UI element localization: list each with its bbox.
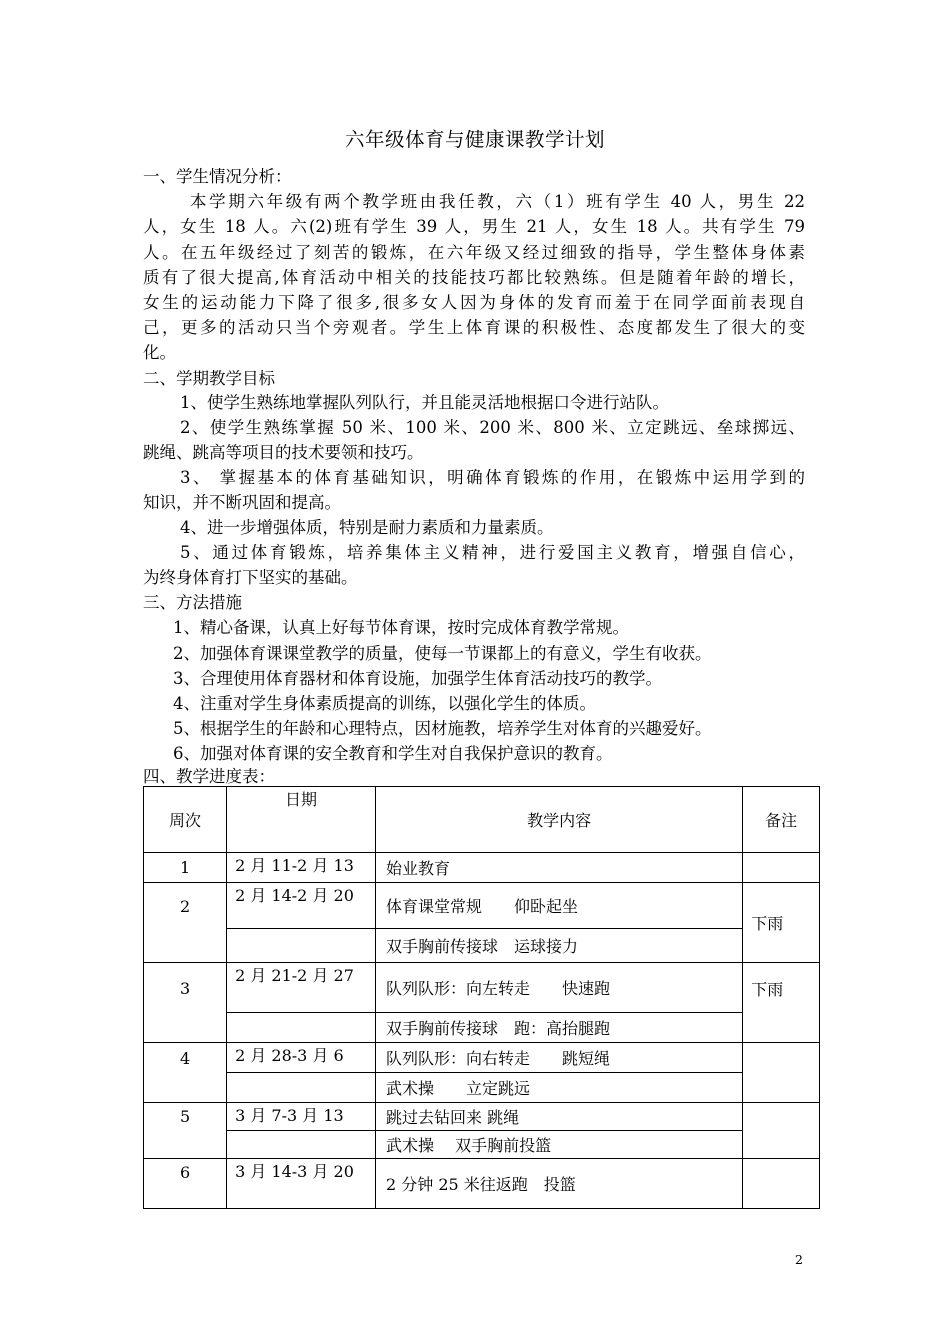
paragraph-line: 质有了很大提高,体育活动中相关的技能技巧都比较熟练。但是随着年龄的增长， (143, 268, 805, 287)
date-cell: 3 月 14-3 月 20 (227, 1159, 376, 1209)
goal-item: 5、通过体育锻炼，培养集体主义精神，进行爱国主义教育，增强自信心， (180, 543, 805, 562)
header-note: 备注 (743, 787, 820, 853)
section-heading-student-analysis: 一、学生情况分析： (143, 167, 292, 186)
date-cell: 2 月 28-3 月 6 (227, 1043, 376, 1073)
content-cell: 队列队形：向右转走 跳短绳 (375, 1043, 742, 1073)
content-cell: 武术操 双手胸前投篮 (375, 1131, 742, 1159)
schedule-table (143, 786, 820, 1209)
paragraph-line: 己，更多的活动只当个旁观者。学生上体育课的积极性、态度都发生了很大的变 (143, 318, 805, 337)
paragraph-line: 人，女生 18 人。六(2)班有学生 39 人，男生 21 人，女生 18 人。共有学生 79 (143, 217, 805, 236)
note-cell (743, 853, 820, 883)
method-item: 5、根据学生的年龄和心理特点，因材施教，培养学生对体育的兴趣爱好。 (173, 719, 712, 738)
week-cell: 2 (144, 883, 227, 963)
table-row (144, 883, 820, 929)
method-item: 1、精心备课，认真上好每节体育课，按时完成体育教学常规。 (173, 618, 629, 637)
table-subrow (144, 1073, 820, 1103)
date-cell: 2 月 14-2 月 20 (227, 883, 376, 929)
section-heading-schedule: 四、教学进度表： (143, 767, 275, 786)
paragraph-line: 化。 (143, 343, 176, 362)
table-subrow (144, 929, 820, 963)
content-cell: 体育课堂常规 仰卧起坐 (375, 883, 742, 929)
date-cell-empty (227, 1131, 376, 1159)
table-subrow (144, 1131, 820, 1159)
method-item: 3、合理使用体育器材和体育设施，加强学生体育活动技巧的教学。 (173, 669, 662, 688)
page-title: 六年级体育与健康课教学计划 (344, 128, 605, 151)
paragraph-line: 本学期六年级有两个教学班由我任教，六（1）班有学生 40 人，男生 22 (190, 192, 805, 211)
table-row (144, 1043, 820, 1073)
content-cell: 2 分钟 25 米往返跑 投篮 (375, 1159, 742, 1209)
date-cell: 2 月 11-2 月 13 (227, 853, 376, 883)
table-subrow (144, 1013, 820, 1043)
note-cell (743, 1159, 820, 1209)
goal-item-continued: 跳绳、跳高等项目的技术要领和技巧。 (143, 443, 424, 462)
week-cell: 5 (144, 1103, 227, 1159)
table-row (144, 1159, 820, 1209)
method-item: 4、注重对学生身体素质提高的训练，以强化学生的体质。 (173, 694, 596, 713)
content-cell: 双手胸前传接球 跑：高抬腿跑 (375, 1013, 742, 1043)
content-cell: 队列队形：向左转走 快速跑 (375, 963, 742, 1013)
note-cell: 下雨 (743, 963, 820, 1043)
goal-item: 1、使学生熟练地掌握队列队行，并且能灵活地根据口令进行站队。 (180, 393, 669, 412)
note-cell (743, 1043, 820, 1103)
goal-item-continued: 知识，并不断巩固和提高。 (143, 493, 341, 512)
goal-item: 4、进一步增强体质，特别是耐力素质和力量素质。 (180, 518, 554, 537)
goal-item: 3、 掌握基本的体育基础知识，明确体育锻炼的作用，在锻炼中运用学到的 (180, 468, 805, 487)
table-header-row (144, 787, 820, 853)
page-number: 2 (795, 1252, 803, 1267)
paragraph-line: 人。在五年级经过了刻苦的锻炼，在六年级又经过细致的指导，学生整体身体素 (143, 243, 805, 262)
section-heading-methods: 三、方法措施 (143, 593, 242, 612)
date-cell-empty (227, 1073, 376, 1103)
table-row (144, 1103, 820, 1131)
note-cell (743, 1103, 820, 1159)
content-cell: 双手胸前传接球 运球接力 (375, 929, 742, 963)
date-cell-empty (227, 1013, 376, 1043)
week-cell: 6 (144, 1159, 227, 1209)
section-heading-goals: 二、学期教学目标 (143, 369, 275, 388)
header-week: 周次 (144, 787, 227, 853)
date-cell: 3 月 7-3 月 13 (227, 1103, 376, 1131)
table-row (144, 853, 820, 883)
content-cell: 武术操 立定跳远 (375, 1073, 742, 1103)
goal-item: 2、使学生熟练掌握 50 米、100 米、200 米、800 米、立定跳远、垒球掷远、 (180, 418, 805, 437)
header-content: 教学内容 (375, 787, 742, 853)
header-date: 日期 (227, 787, 376, 853)
table-row (144, 963, 820, 1013)
date-cell: 2 月 21-2 月 27 (227, 963, 376, 1013)
note-cell: 下雨 (743, 883, 820, 963)
week-cell: 3 (144, 963, 227, 1043)
week-cell: 4 (144, 1043, 227, 1103)
goal-item-continued: 为终身体育打下坚实的基础。 (143, 568, 358, 587)
method-item: 2、加强体育课课堂教学的质量，使每一节课都上的有意义，学生有收获。 (173, 644, 712, 663)
paragraph-line: 女生的运动能力下降了很多,很多女人因为身体的发育而羞于在同学面前表现自 (143, 293, 805, 312)
content-cell: 跳过去钻回来 跳绳 (375, 1103, 742, 1131)
date-cell-empty (227, 929, 376, 963)
content-cell: 始业教育 (375, 853, 742, 883)
week-cell: 1 (144, 853, 227, 883)
method-item: 6、加强对体育课的安全教育和学生对自我保护意识的教育。 (173, 744, 613, 763)
